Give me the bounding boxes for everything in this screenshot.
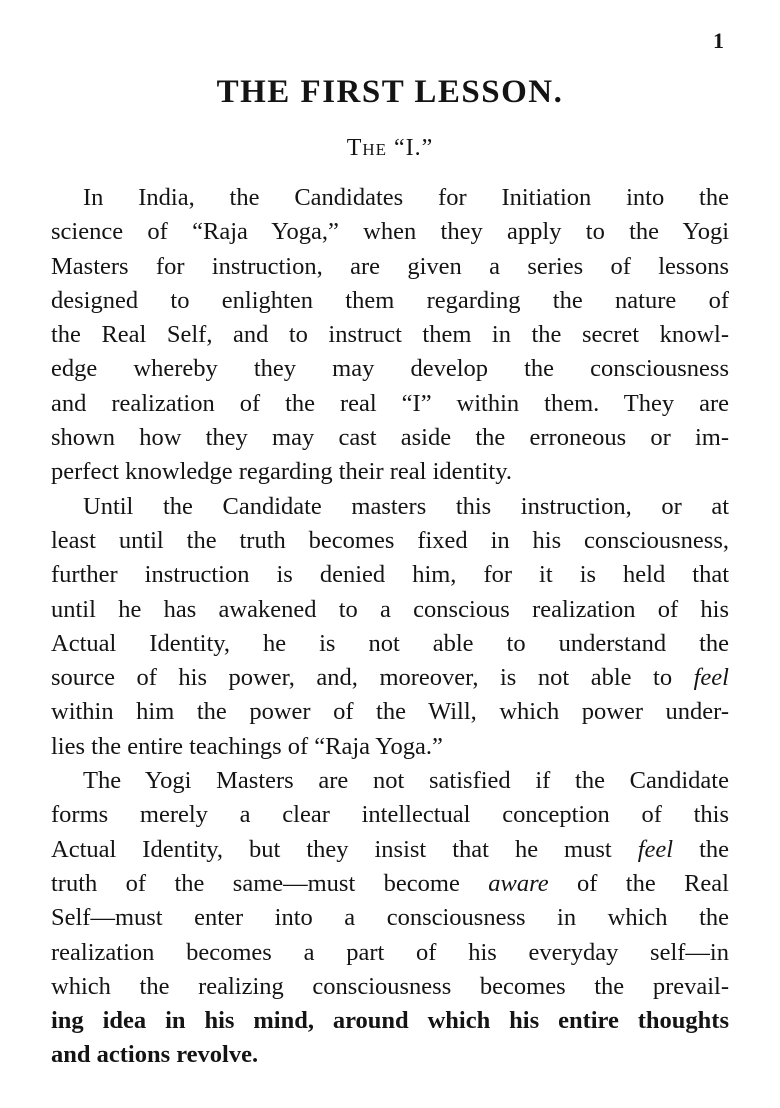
text-line: which the realizing consciousness becomes the prevail- <box>51 972 729 1000</box>
text-line: edge whereby they may develop the consciousness <box>51 355 729 383</box>
paragraph-3 <box>51 764 729 1073</box>
text-line: and actions revolve. <box>51 1041 259 1069</box>
text-line: realization becomes a part of his everyday self—in <box>51 938 729 966</box>
text-line: lies the entire teachings of “Raja Yoga.” <box>51 732 443 760</box>
lesson-title: THE FIRST LESSON. <box>216 74 564 110</box>
text-line: Self—must enter into a consciousness in which the <box>51 904 729 932</box>
text-line: and realization of the real “I” within them. They are <box>51 389 729 417</box>
text-line: designed to enlighten them regarding the nature of <box>51 286 729 314</box>
text-line: the Real Self, and to instruct them in the secret knowl- <box>51 321 729 349</box>
text-line: shown how they may cast aside the erroneous or im- <box>51 424 729 452</box>
text-line: truth of the same—must become aware of the Real <box>51 869 729 897</box>
body-text <box>51 181 729 1073</box>
text-line: ing idea in his mind, around which his entire thoughts <box>51 1007 729 1035</box>
text-line: Until the Candidate masters this instruction, or at <box>83 492 729 520</box>
paragraph-1 <box>51 181 729 490</box>
text-line: In India, the Candidates for Initiation into the <box>83 184 729 211</box>
text-line: Actual Identity, but they insist that he must feel the <box>51 835 729 863</box>
text-line: further instruction is denied him, for it is held that <box>51 561 729 589</box>
text-line: until he has awakened to a conscious realization of his <box>51 595 729 623</box>
text-line: science of “Raja Yoga,” when they apply to the Yogi <box>51 218 729 246</box>
text-line: The Yogi Masters are not satisfied if the Candidate <box>83 767 729 795</box>
emphasized-word: feel <box>693 664 729 692</box>
emphasized-word: aware <box>488 869 549 897</box>
paragraph-2 <box>51 490 729 764</box>
text-line: forms merely a clear intellectual conception of this <box>51 801 729 829</box>
page-number: 1 <box>713 28 724 53</box>
text-line: source of his power, and, moreover, is not able to feel <box>51 664 729 692</box>
text-line: within him the power of the Will, which power under- <box>51 698 729 726</box>
lesson-subtitle: The “I.” <box>346 135 434 161</box>
text-line: perfect knowledge regarding their real identity. <box>51 458 512 486</box>
text-line: Masters for instruction, are given a series of lessons <box>51 252 729 280</box>
emphasized-word: feel <box>637 835 674 863</box>
text-line: least until the truth becomes fixed in his consciousness, <box>51 526 729 554</box>
text-line: Actual Identity, he is not able to understand the <box>51 629 729 657</box>
